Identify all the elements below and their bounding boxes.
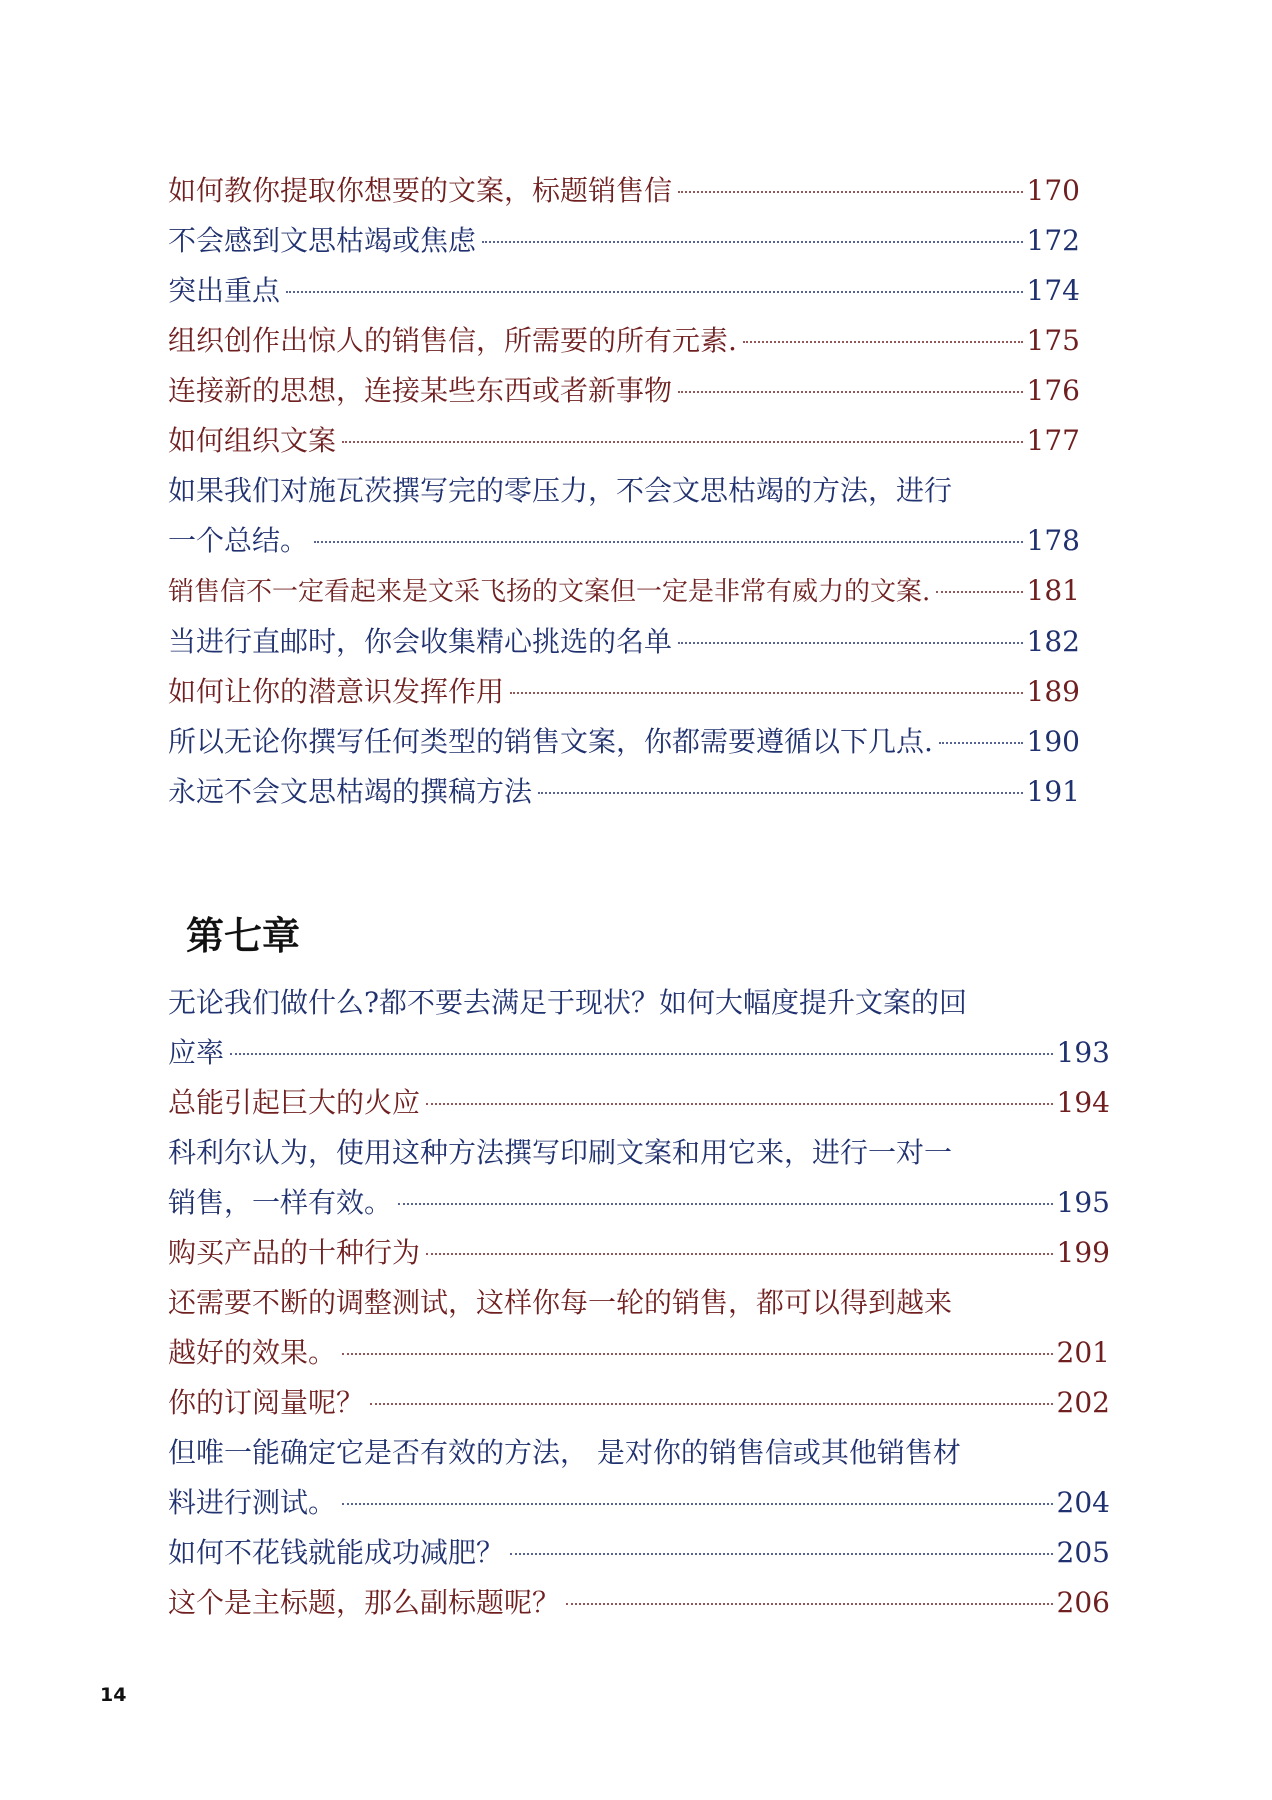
toc-entry-page: 174 <box>1026 274 1080 307</box>
toc-entry-title: 这个是主标题，那么副标题呢？ <box>168 1586 561 1619</box>
toc-entry-title: 总能引起巨大的火应 <box>168 1086 421 1119</box>
toc-entry-title: 不会感到文思枯竭或焦虑 <box>168 224 477 257</box>
toc-entry <box>168 1378 1110 1428</box>
toc-entry <box>168 617 1080 667</box>
toc-entry-title: 科利尔认为，使用这种方法撰写印刷文案和用它来，进行一对一 <box>168 1136 953 1169</box>
toc-entry <box>168 316 1080 366</box>
toc-entry-title: 如果我们对施瓦茨撰写完的零压力，不会文思枯竭的方法，进行 <box>168 474 953 507</box>
toc-entry-title: 销售信不一定看起来是文采飞扬的文案但一定是非常有威力的文案. <box>168 577 931 607</box>
toc-entry-page: 181 <box>1026 574 1080 607</box>
page-number: 14 <box>100 1684 127 1706</box>
toc-entry <box>168 1078 1110 1128</box>
toc-entry-title: 购买产品的十种行为 <box>168 1236 421 1269</box>
dot-leader <box>482 241 1023 243</box>
dot-leader <box>426 1253 1053 1255</box>
dot-leader <box>678 642 1023 644</box>
toc-section-2 <box>168 978 1110 1628</box>
dot-leader <box>510 692 1023 694</box>
toc-entry-title: 连接新的思想，连接某些东西或者新事物 <box>168 374 673 407</box>
dot-leader <box>510 1553 1053 1555</box>
toc-entry <box>168 366 1080 416</box>
toc-entry-page: 190 <box>1026 725 1080 758</box>
toc-entry <box>168 667 1080 717</box>
toc-entry <box>168 566 1080 617</box>
toc-entry-title: 你的订阅量呢？ <box>168 1386 365 1419</box>
dot-leader <box>426 1103 1053 1105</box>
toc-entry <box>168 166 1080 216</box>
toc-entry <box>168 1278 1110 1378</box>
dot-leader <box>342 1353 1053 1355</box>
toc-entry-page: 178 <box>1026 524 1080 557</box>
toc-entry-title: 如何教你提取你想要的文案，标题销售信 <box>168 174 673 207</box>
toc-entry <box>168 266 1080 316</box>
toc-entry <box>168 1578 1110 1628</box>
toc-entry-page: 175 <box>1026 324 1080 357</box>
toc-entry-page: 177 <box>1026 424 1080 457</box>
toc-entry-page: 205 <box>1056 1536 1110 1569</box>
toc-entry-title-continued: 应率 <box>168 1036 225 1069</box>
dot-leader <box>743 341 1023 343</box>
toc-entry <box>168 466 1080 566</box>
toc-entry-page: 195 <box>1056 1186 1110 1219</box>
toc-entry-title: 如何让你的潜意识发挥作用 <box>168 675 505 708</box>
toc-entry-title-continued: 越好的效果。 <box>168 1336 337 1369</box>
toc-entry-title: 但唯一能确定它是否有效的方法， 是对你的销售信或其他销售材 <box>168 1436 961 1469</box>
toc-entry-page: 170 <box>1026 174 1080 207</box>
toc-entry-page: 182 <box>1026 625 1080 658</box>
toc-entry-page: 199 <box>1056 1236 1110 1269</box>
dot-leader <box>538 792 1023 794</box>
toc-entry-title: 突出重点 <box>168 274 281 307</box>
dot-leader <box>230 1053 1053 1055</box>
toc-entry <box>168 978 1110 1078</box>
dot-leader <box>936 591 1022 593</box>
toc-entry-title: 无论我们做什么?都不要去满足于现状？如何大幅度提升文案的回 <box>168 986 968 1019</box>
toc-entry-page: 202 <box>1056 1386 1110 1419</box>
dot-leader <box>286 291 1023 293</box>
dot-leader <box>314 541 1023 543</box>
toc-entry-title: 如何组织文案 <box>168 424 337 457</box>
dot-leader <box>566 1603 1053 1605</box>
toc-section-1 <box>168 166 1080 817</box>
toc-entry-page: 206 <box>1056 1586 1110 1619</box>
toc-entry-title: 如何不花钱就能成功减肥？ <box>168 1536 505 1569</box>
toc-entry <box>168 1128 1110 1228</box>
toc-entry <box>168 1228 1110 1278</box>
toc-entry-page: 189 <box>1026 675 1080 708</box>
dot-leader <box>342 1503 1053 1505</box>
chapter-heading: 第七章 <box>186 913 301 958</box>
toc-entry <box>168 1428 1110 1528</box>
toc-entry <box>168 216 1080 266</box>
toc-entry-title: 所以无论你撰写任何类型的销售文案，你都需要遵循以下几点. <box>168 725 933 758</box>
dot-leader <box>678 191 1023 193</box>
toc-entry <box>168 1528 1110 1578</box>
dot-leader <box>398 1203 1053 1205</box>
toc-entry-title: 当进行直邮时，你会收集精心挑选的名单 <box>168 625 673 658</box>
dot-leader <box>939 742 1023 744</box>
toc-entry-page: 201 <box>1056 1336 1110 1369</box>
toc-entry-page: 191 <box>1026 775 1080 808</box>
toc-entry-title-continued: 料进行测试。 <box>168 1486 337 1519</box>
toc-entry-title-continued: 一个总结。 <box>168 524 309 557</box>
toc-entry-page: 172 <box>1026 224 1080 257</box>
toc-entry-title-continued: 销售，一样有效。 <box>168 1186 393 1219</box>
toc-entry <box>168 416 1080 466</box>
dot-leader <box>678 391 1023 393</box>
toc-entry-page: 194 <box>1056 1086 1110 1119</box>
toc-entry <box>168 717 1080 767</box>
toc-entry-title: 永远不会文思枯竭的撰稿方法 <box>168 775 533 808</box>
toc-entry-page: 204 <box>1056 1486 1110 1519</box>
toc-entry-page: 193 <box>1056 1036 1110 1069</box>
toc-entry <box>168 767 1080 817</box>
toc-entry-title: 还需要不断的调整测试，这样你每一轮的销售，都可以得到越来 <box>168 1286 953 1319</box>
dot-leader <box>370 1403 1053 1405</box>
dot-leader <box>342 441 1023 443</box>
toc-entry-page: 176 <box>1026 374 1080 407</box>
toc-entry-title: 组织创作出惊人的销售信，所需要的所有元素. <box>168 324 737 357</box>
